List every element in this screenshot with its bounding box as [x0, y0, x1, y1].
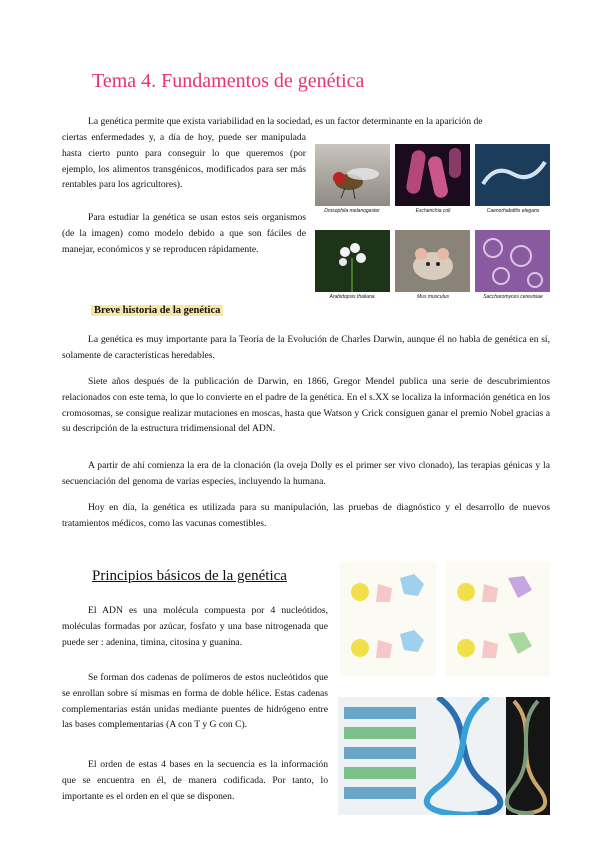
principles-paragraph: El ADN es una molécula compuesta por 4 nucleótidos, moléculas formadas por azúcar, fosfato y una base nitrogenada que puede ser : adenina, timina, citosina y guanina.	[62, 605, 328, 648]
intro-paragraph: ciertas enfermedades y, a día de hoy, puede ser manipulada hasta cierto punto para conseguir lo que queremos (por ejemplo, los alimentos transgénicos, modificados para ser más rentables para los agricultores).	[62, 132, 306, 191]
nucleotide-diagram	[446, 562, 550, 676]
bacteria-photo	[395, 144, 470, 206]
organism-caption: Escherichia coli	[415, 208, 451, 214]
history-paragraph: Siete años después de la publicación de Darwin, en 1866, Gregor Mendel publica una serie de descubrimientos relacionados con este tema, lo que lo convierte en el padre de la genética. En el s.XX se localiza la información genética en los cromosomas, se consigue realizar mutaciones en moscas, hasta que Watson y Crick consiguen ganar el premio Nobel gracias a su descripción de la estructura tridimensional del ADN.	[62, 376, 550, 435]
intro-first-line: La genética permite que exista variabilidad en la sociedad, es un factor determinante en la aparición de	[88, 116, 483, 127]
worm-photo	[475, 144, 550, 206]
principles-paragraph: El orden de estas 4 bases en la secuencia es la información que se encuentra en él, de manera codificada. Por tanto, lo importante es el orden en el que se disponen.	[62, 759, 328, 802]
dna-helix-figure	[338, 697, 550, 815]
yeast-photo	[475, 230, 550, 292]
history-paragraph: Hoy en día, la genética es utilizada para su manipulación, las pruebas de diagnóstico y el desarrollo de nuevos tratamientos médicos, como las vacunas comestibles.	[62, 502, 550, 529]
intro-paragraph-2: Para estudiar la genética se usan estos seis organismos (de la imagen) como modelo debido a que son fáciles de manejar, económicos y se reproducen rápidamente.	[62, 212, 306, 255]
fly-photo	[315, 144, 390, 206]
page-title: Tema 4. Fundamentos de genética	[92, 70, 365, 92]
plant-photo	[315, 230, 390, 292]
mouse-photo	[395, 230, 470, 292]
organism-caption: Mus musculus	[417, 294, 449, 300]
history-paragraph: A partir de ahí comienza la era de la clonación (la oveja Dolly es el primer ser vivo clonado), las terapias génicas y la secuenciación del genoma de varias especies, incluyendo la humana.	[62, 460, 550, 487]
principles-heading: Principios básicos de la genética	[92, 568, 287, 584]
history-heading: Breve historia de la genética	[91, 305, 223, 316]
history-paragraph: La genética es muy importante para la Teoría de la Evolución de Charles Darwin, aunque él no habla de genética en sí, solamente de características heredables.	[62, 334, 550, 361]
organism-caption: Saccharomyces cerevisiae	[483, 294, 543, 300]
organism-caption: Caenorhabditis elegans	[486, 208, 540, 214]
organism-caption: Drosophila melanogaster	[324, 208, 380, 214]
principles-paragraph: Se forman dos cadenas de polímeros de estos nucleótidos que se enrollan sobre sí mismas en forma de doble hélice. Estas cadenas complementarias están unidas mediante puentes de hidrógeno entre las bases complementarias (A con T y G con C).	[62, 672, 328, 731]
nucleotide-diagram	[340, 562, 436, 676]
organism-caption: Arabidopsis thaliana	[329, 294, 375, 300]
